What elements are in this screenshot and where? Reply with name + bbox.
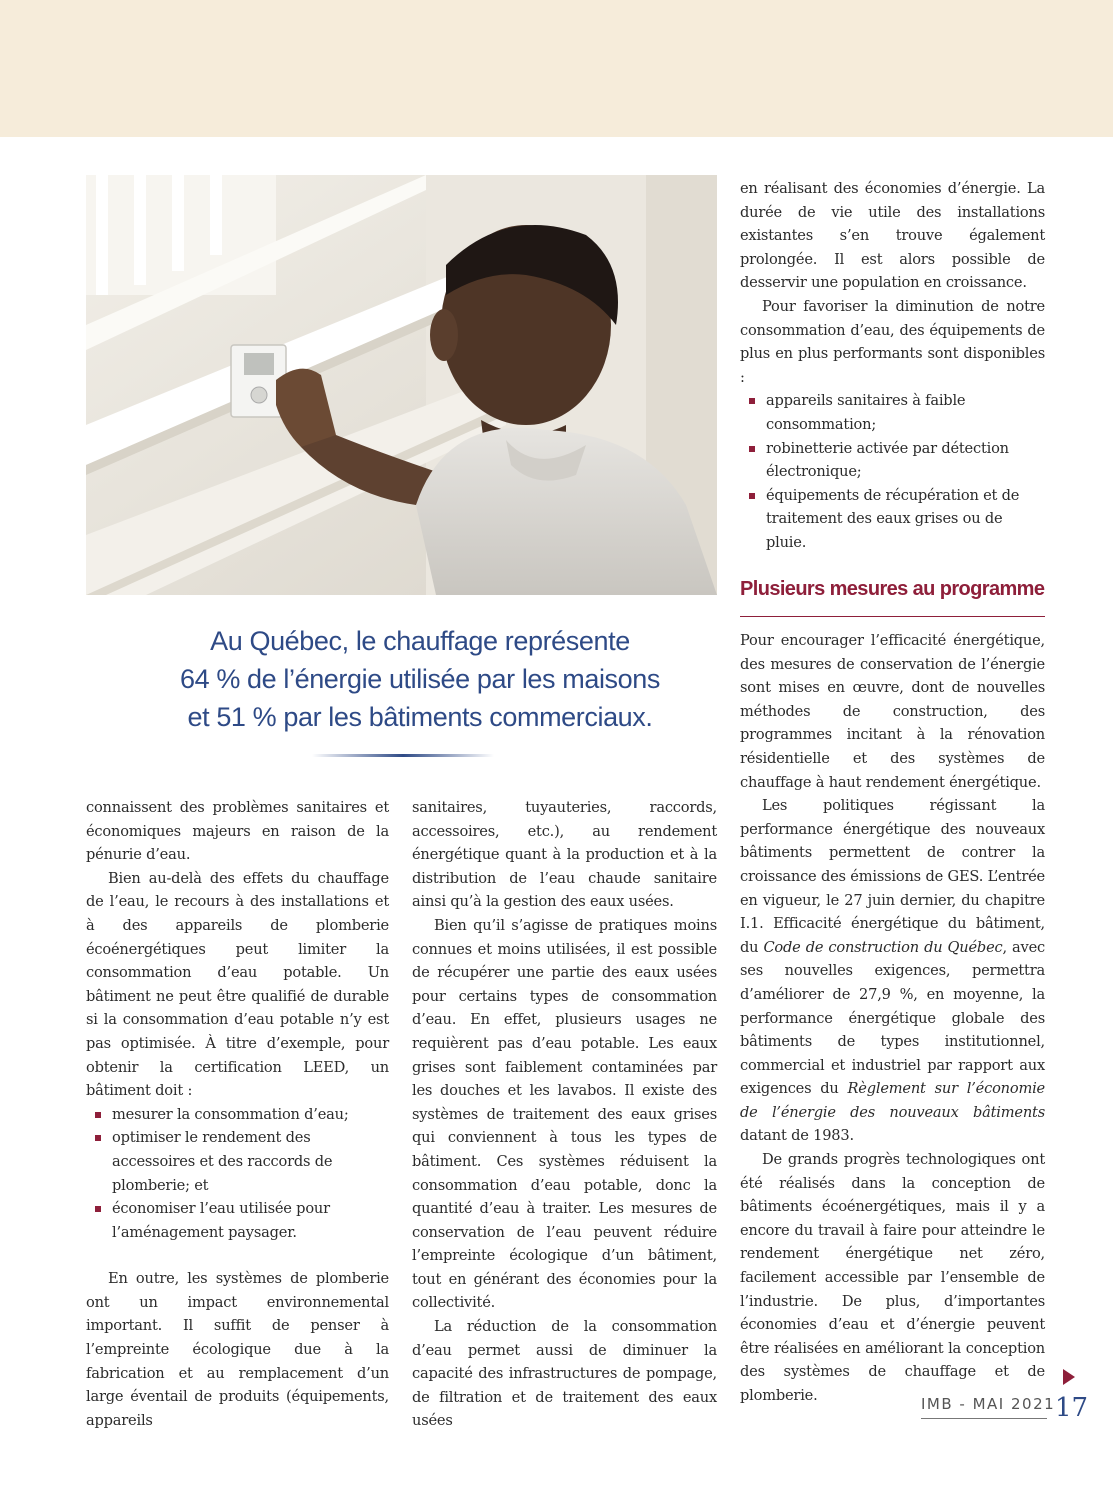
column-left xyxy=(86,796,389,1432)
paragraph: en réalisant des économies d’énergie. La durée de vie utile des installations existantes s’en trouve également prolongée. Il est alors possible de desservir une population en croissance. xyxy=(740,180,1045,292)
list-item: équipements de récupération et de traitement des eaux grises ou de pluie. xyxy=(740,484,1045,555)
paragraph xyxy=(740,794,1045,1148)
photo-illustration xyxy=(86,175,717,595)
column-right-top xyxy=(740,177,1045,555)
list-item: appareils sanitaires à faible consommation; xyxy=(740,389,1045,436)
paragraph: Pour favoriser la diminution de notre consommation d’eau, des équipements de plus en plus performants sont disponibles : xyxy=(740,297,1045,386)
text-run-italic: Code de construction du Québec xyxy=(763,938,1003,956)
paragraph: sanitaires, tuyauteries, raccords, accessoires, etc.), au rendement énergétique quant à la production et à la distribution de l’eau chaude sanitaire ainsi qu’à la gestion des eaux usées. xyxy=(412,799,717,911)
list-item: économiser l’eau utilisée pour l’aménagement paysager. xyxy=(86,1197,389,1244)
pull-quote-divider xyxy=(312,754,494,757)
text-run-italic: Règlement sur l’économie de l’énergie des nouveaux bâtiments xyxy=(740,1080,1045,1121)
section-heading: Plusieurs mesures au programme xyxy=(740,578,1045,600)
paragraph: Bien qu’il s’agisse de pratiques moins connues et moins utilisées, il est possible de récupérer une partie des eaux usées pour certains types de consommation d’eau. En effet, plusieurs usages ne requièrent pas d’eau potable. Les eaux grises sont faiblement contaminées par les douches et les lavabos. Il existe des systèmes de traitement des eaux grises qui conviennent à tous les types de bâtiment. Ces systèmes réduisent la consommation d’eau potable, donc la quantité d’eau à traiter. Les mesures de conservation de l’eau peuvent réduire l’empreinte écologique d’un bâtiment, tout en générant des économies pour la collectivité. xyxy=(412,916,717,1312)
paragraph: En outre, les systèmes de plomberie ont un impact environnemental important. Il suffit de penser à l’empreinte écologique due à la fabrication et au remplacement d’un large éventail de produits (équipements, appareils xyxy=(86,1270,389,1429)
pull-quote-line: et 51 % par les bâtiments commerciaux. xyxy=(187,702,653,732)
bullet-list xyxy=(86,1103,389,1245)
footer-rule xyxy=(921,1418,1047,1419)
paragraph: Pour encourager l’efficacité énergétique, des mesures de conservation de l’énergie sont mises en œuvre, dont de nouvelles méthodes de construction, des programmes incitant à la rénovation résidentielle et des systèmes de chauffage à haut rendement énergétique. xyxy=(740,632,1045,791)
text-run: Les politiques régissant la performance énergétique des nouveaux bâtiments permettent de contrer la croissance des émissions de GES. L’entrée en vigueur, le 27 juin dernier, du chapitre I.1. Efficacité énergétique du bâtiment, du xyxy=(740,797,1045,956)
text-run: datant de 1983. xyxy=(740,1127,854,1145)
header-banner xyxy=(0,0,1113,137)
column-middle xyxy=(412,796,717,1433)
bullet-list xyxy=(740,389,1045,554)
pull-quote-line: 64 % de l’énergie utilisée par les maisons xyxy=(180,664,660,694)
page-number: 17 xyxy=(1055,1393,1089,1423)
text-run: , avec ses nouvelles exigences, permettra d’améliorer de 27,9 %, en moyenne, la performance énergétique globale des bâtiments de types institutionnel, commercial et industriel par rapport aux exigences du xyxy=(740,938,1045,1098)
list-item: optimiser le rendement des accessoires et des raccords de plomberie; et xyxy=(86,1126,389,1197)
footer-issue-label: IMB - MAI 2021 xyxy=(921,1395,1056,1413)
paragraph: connaissent des problèmes sanitaires et économiques majeurs en raison de la pénurie d’eau. xyxy=(86,799,389,864)
list-item: robinetterie activée par détection électronique; xyxy=(740,437,1045,484)
paragraph: La réduction de la consommation d’eau permet aussi de diminuer la capacité des infrastructures de pompage, de filtration et de traitement des eaux usées xyxy=(412,1318,717,1430)
paragraph: De grands progrès technologiques ont été réalisés dans la conception de bâtiments écoénergétiques, mais il y a encore du travail à faire pour atteindre le rendement énergétique net zéro, facilement accessible par l’ensemble de l’industrie. De plus, d’importantes économies d’eau et d’énergie peuvent être réalisées en améliorant la conception des systèmes de chauffage et de plomberie. xyxy=(740,1151,1045,1404)
pull-quote-line: Au Québec, le chauffage représente xyxy=(210,626,630,656)
list-item: mesurer la consommation d’eau; xyxy=(86,1103,389,1127)
arrow-right-icon xyxy=(1063,1369,1075,1385)
paragraph: Bien au-delà des effets du chauffage de l’eau, le recours à des installations et à des appareils de plomberie écoénergétiques peut limiter la consommation d’eau potable. Un bâtiment ne peut être qualifié de durable si la consommation d’eau potable n’y est pas optimisée. À titre d’exemple, pour obtenir la certification LEED, un bâtiment doit : xyxy=(86,869,389,1100)
photo-thermostat xyxy=(86,175,717,595)
column-right-bottom xyxy=(740,629,1045,1408)
pull-quote xyxy=(140,622,700,736)
section-heading-rule xyxy=(740,616,1045,617)
